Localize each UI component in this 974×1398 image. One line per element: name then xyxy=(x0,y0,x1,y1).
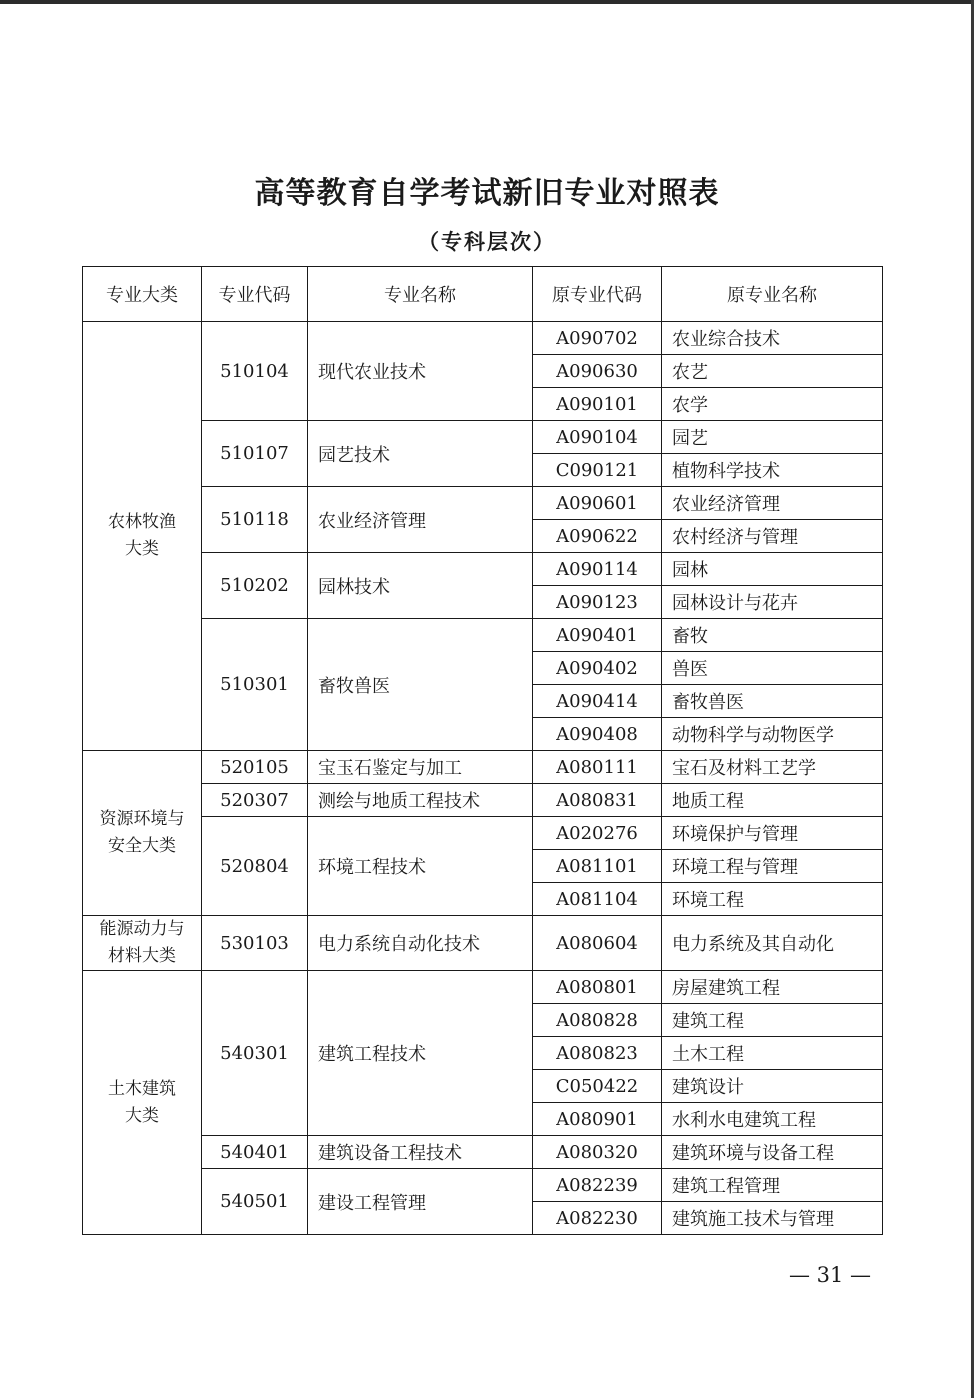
old-name-cell: 土木工程 xyxy=(662,1037,883,1070)
old-code-cell: A090630 xyxy=(533,355,662,388)
major-name-cell: 建筑工程技术 xyxy=(308,971,533,1136)
old-name-cell: 植物科学技术 xyxy=(662,454,883,487)
header-code: 专业代码 xyxy=(202,267,308,322)
old-name-cell: 园林设计与花卉 xyxy=(662,586,883,619)
old-name-cell: 电力系统及其自动化 xyxy=(662,916,883,971)
old-name-cell: 农学 xyxy=(662,388,883,421)
old-code-cell: C090121 xyxy=(533,454,662,487)
old-name-cell: 宝石及材料工艺学 xyxy=(662,751,883,784)
old-name-cell: 兽医 xyxy=(662,652,883,685)
old-name-cell: 动物科学与动物医学 xyxy=(662,718,883,751)
old-name-cell: 畜牧兽医 xyxy=(662,685,883,718)
old-name-cell: 水利水电建筑工程 xyxy=(662,1103,883,1136)
old-code-cell: A090622 xyxy=(533,520,662,553)
old-name-cell: 农业综合技术 xyxy=(662,322,883,355)
table-row xyxy=(83,553,883,586)
old-code-cell: A090101 xyxy=(533,388,662,421)
major-code-cell: 540301 xyxy=(202,971,308,1136)
page-title: 高等教育自学考试新旧专业对照表 xyxy=(254,176,720,211)
category-cell: 资源环境与 安全大类 xyxy=(83,751,202,916)
header-old-name: 原专业名称 xyxy=(662,267,883,322)
table-row xyxy=(83,751,883,784)
major-code-cell: 510118 xyxy=(202,487,308,553)
old-code-cell: A080604 xyxy=(533,916,662,971)
old-code-cell: A080901 xyxy=(533,1103,662,1136)
table-row xyxy=(83,322,883,355)
old-code-cell: A080831 xyxy=(533,784,662,817)
table-row xyxy=(83,1169,883,1202)
category-cell: 土木建筑 大类 xyxy=(83,971,202,1235)
old-code-cell: A080111 xyxy=(533,751,662,784)
old-code-cell: A090414 xyxy=(533,685,662,718)
table-row xyxy=(83,784,883,817)
major-name-cell: 环境工程技术 xyxy=(308,817,533,916)
major-name-cell: 现代农业技术 xyxy=(308,322,533,421)
old-name-cell: 环境保护与管理 xyxy=(662,817,883,850)
table-row xyxy=(83,916,883,971)
old-name-cell: 农业经济管理 xyxy=(662,487,883,520)
old-code-cell: A090702 xyxy=(533,322,662,355)
major-name-cell: 畜牧兽医 xyxy=(308,619,533,751)
table-row xyxy=(83,971,883,1004)
old-code-cell: A080801 xyxy=(533,971,662,1004)
old-code-cell: A090601 xyxy=(533,487,662,520)
table-row xyxy=(83,421,883,454)
major-code-cell: 510202 xyxy=(202,553,308,619)
table-row xyxy=(83,1136,883,1169)
old-code-cell: A080320 xyxy=(533,1136,662,1169)
major-code-cell: 510104 xyxy=(202,322,308,421)
old-code-cell: A020276 xyxy=(533,817,662,850)
old-code-cell: A080823 xyxy=(533,1037,662,1070)
old-name-cell: 地质工程 xyxy=(662,784,883,817)
old-name-cell: 畜牧 xyxy=(662,619,883,652)
old-name-cell: 建筑工程 xyxy=(662,1004,883,1037)
old-name-cell: 建筑工程管理 xyxy=(662,1169,883,1202)
table-header-row xyxy=(83,267,883,322)
table-row xyxy=(83,487,883,520)
old-name-cell: 建筑设计 xyxy=(662,1070,883,1103)
old-code-cell: A080828 xyxy=(533,1004,662,1037)
old-code-cell: A090402 xyxy=(533,652,662,685)
old-name-cell: 房屋建筑工程 xyxy=(662,971,883,1004)
old-code-cell: A090104 xyxy=(533,421,662,454)
old-code-cell: A082239 xyxy=(533,1169,662,1202)
major-name-cell: 建设工程管理 xyxy=(308,1169,533,1235)
major-code-cell: 520307 xyxy=(202,784,308,817)
page-number: — 31 — xyxy=(788,1263,872,1287)
old-code-cell: A090401 xyxy=(533,619,662,652)
scan-edge-top xyxy=(0,0,974,4)
old-name-cell: 建筑环境与设备工程 xyxy=(662,1136,883,1169)
old-code-cell: C050422 xyxy=(533,1070,662,1103)
old-code-cell: A082230 xyxy=(533,1202,662,1235)
old-code-cell: A090114 xyxy=(533,553,662,586)
major-name-cell: 园艺技术 xyxy=(308,421,533,487)
header-name: 专业名称 xyxy=(308,267,533,322)
old-code-cell: A090123 xyxy=(533,586,662,619)
old-name-cell: 园林 xyxy=(662,553,883,586)
major-code-cell: 520105 xyxy=(202,751,308,784)
major-name-cell: 建筑设备工程技术 xyxy=(308,1136,533,1169)
table-row xyxy=(83,619,883,652)
old-name-cell: 环境工程 xyxy=(662,883,883,916)
major-code-cell: 510301 xyxy=(202,619,308,751)
old-code-cell: A090408 xyxy=(533,718,662,751)
old-name-cell: 农村经济与管理 xyxy=(662,520,883,553)
old-name-cell: 建筑施工技术与管理 xyxy=(662,1202,883,1235)
major-code-cell: 540401 xyxy=(202,1136,308,1169)
old-code-cell: A081101 xyxy=(533,850,662,883)
major-name-cell: 测绘与地质工程技术 xyxy=(308,784,533,817)
major-name-cell: 农业经济管理 xyxy=(308,487,533,553)
major-code-cell: 540501 xyxy=(202,1169,308,1235)
major-name-cell: 园林技术 xyxy=(308,553,533,619)
major-code-cell: 520804 xyxy=(202,817,308,916)
old-name-cell: 农艺 xyxy=(662,355,883,388)
old-name-cell: 园艺 xyxy=(662,421,883,454)
old-code-cell: A081104 xyxy=(533,883,662,916)
header-category: 专业大类 xyxy=(83,267,202,322)
old-name-cell: 环境工程与管理 xyxy=(662,850,883,883)
major-code-cell: 510107 xyxy=(202,421,308,487)
major-code-cell: 530103 xyxy=(202,916,308,971)
comparison-table xyxy=(82,266,883,1235)
major-name-cell: 宝玉石鉴定与加工 xyxy=(308,751,533,784)
table-row xyxy=(83,817,883,850)
category-cell: 能源动力与 材料大类 xyxy=(83,916,202,971)
category-cell: 农林牧渔 大类 xyxy=(83,322,202,751)
header-old-code: 原专业代码 xyxy=(533,267,662,322)
major-name-cell: 电力系统自动化技术 xyxy=(308,916,533,971)
page-subtitle: （专科层次） xyxy=(418,230,556,254)
